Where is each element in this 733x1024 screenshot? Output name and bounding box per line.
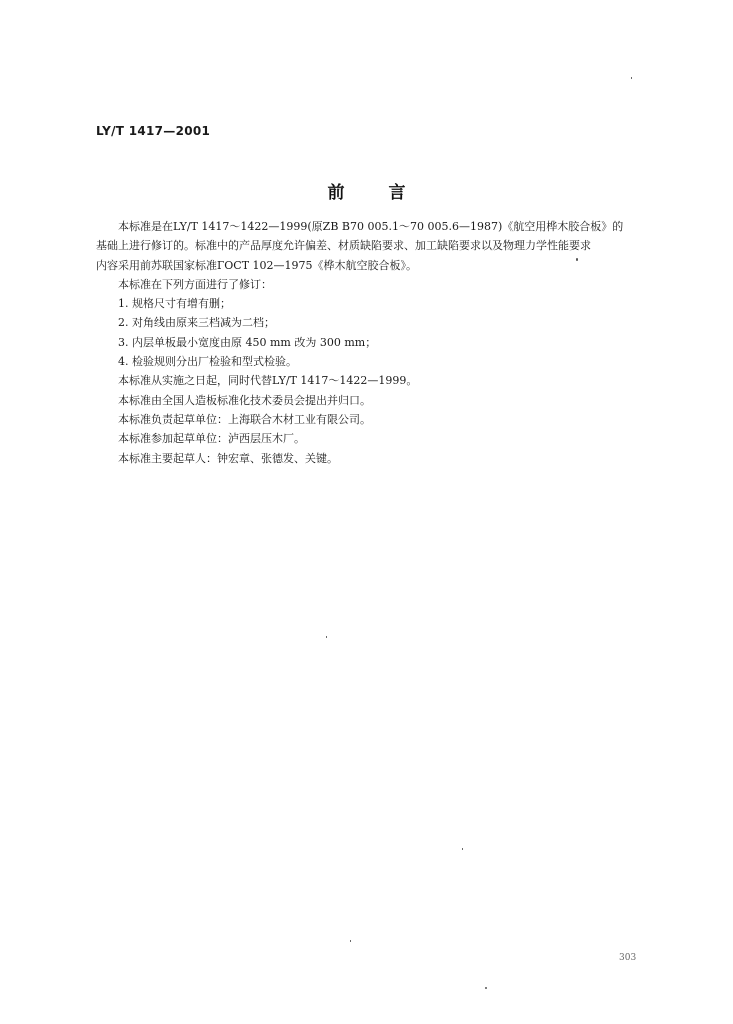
list-item: 4. 检验规则分出厂检验和型式检验。 xyxy=(118,355,297,369)
paragraph-line: 基础上进行修订的。标准中的产品厚度允许偏差、材质缺陷要求、加工缺陷要求以及物理力学性能要求 xyxy=(96,239,591,253)
list-item: 3. 内层单板最小宽度由原 450 mm 改为 300 mm； xyxy=(118,335,377,349)
standard-code: LY/T 1417—2001 xyxy=(96,124,211,138)
paragraph: 本标准负责起草单位：上海联合木材工业有限公司。 xyxy=(118,412,371,426)
scan-speck xyxy=(576,258,578,261)
page-number: 303 xyxy=(619,953,637,963)
paragraph-line: 本标准是在LY/T 1417～1422—1999(原ZB B70 005.1～70 005.6—1987)《航空用桦木胶合板》的 xyxy=(118,220,624,233)
paragraph: 本标准在下列方面进行了修订： xyxy=(118,277,272,291)
scan-speck xyxy=(485,987,487,989)
page-title: 前言 xyxy=(327,183,450,203)
paragraph: 本标准参加起草单位：泸西层压木厂。 xyxy=(118,432,305,446)
scan-speck xyxy=(631,77,632,79)
paragraph-line: 内容采用前苏联国家标准ГОСТ 102—1975《桦木航空胶合板》。 xyxy=(96,258,418,272)
paragraph: 本标准由全国人造板标准化技术委员会提出并归口。 xyxy=(118,393,371,407)
list-item: 2. 对角线由原来三档减为二档； xyxy=(118,316,275,330)
scan-speck xyxy=(462,848,463,850)
list-item: 1. 规格尺寸有增有删； xyxy=(118,297,231,311)
scan-speck xyxy=(350,940,351,942)
foreword-body xyxy=(96,217,666,468)
paragraph: 本标准从实施之日起，同时代替LY/T 1417～1422—1999。 xyxy=(118,374,418,388)
scan-speck xyxy=(326,636,327,638)
paragraph: 本标准主要起草人：钟宏章、张德发、关键。 xyxy=(118,451,338,465)
